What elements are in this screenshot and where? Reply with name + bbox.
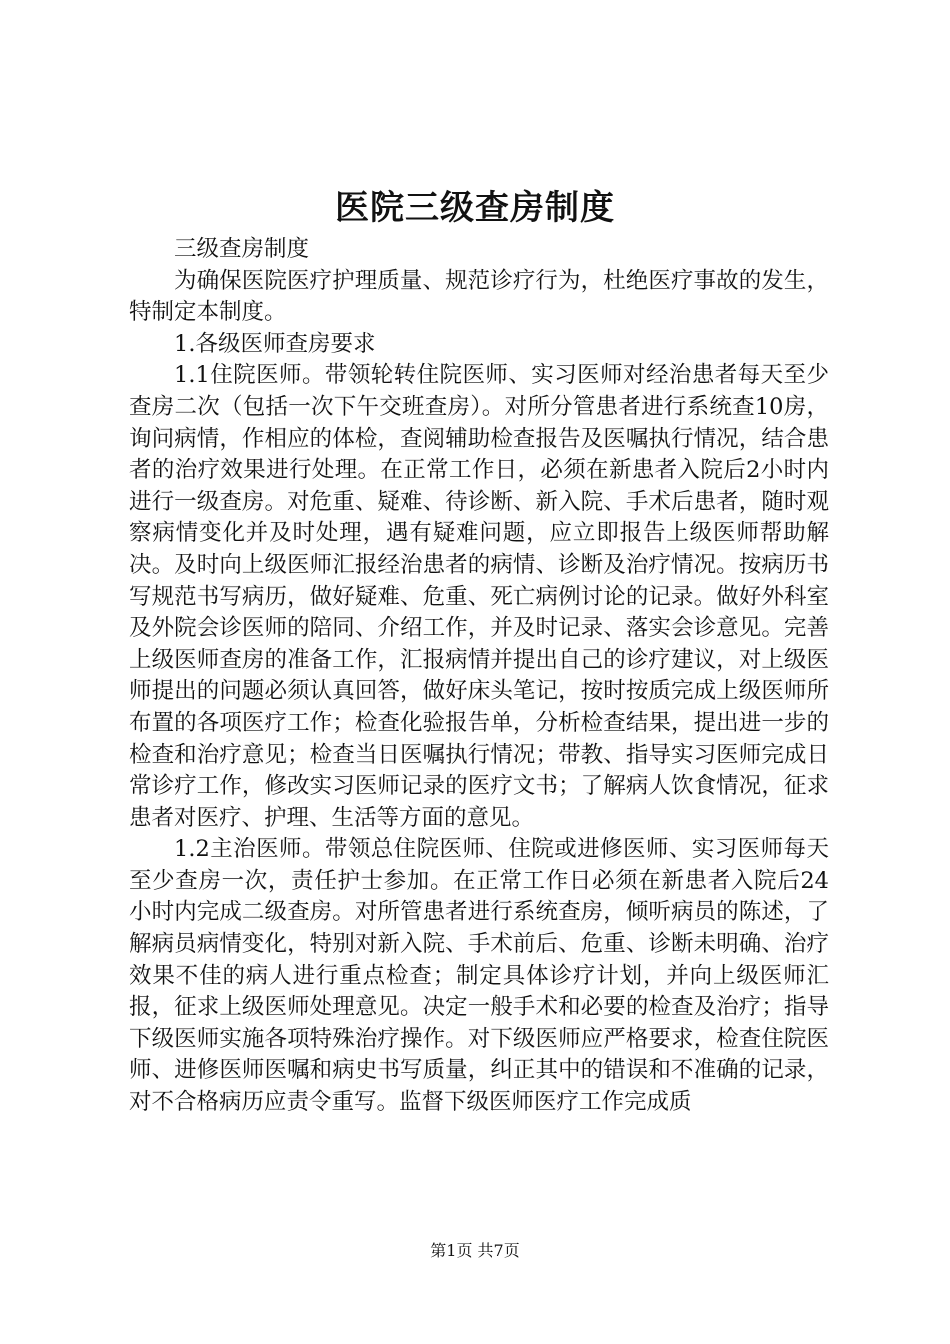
section-heading: 三级查房制度 [174,236,310,262]
document-body [129,234,829,1119]
paragraph-resident-physician: 1.1住院医师。带领轮转住院医师、实习医师对经治患者每天至少查房二次（包括一次下午交班查房）。对所分管患者进行系统查10房，询问病情，作相应的体检，查阅辅助检查报告及医嘱执行情况，结合患者的治疗效果进行处理。在正常工作日，必须在新患者入院后2小时内进行一级查房。对危重、疑难、待诊断、新入院、手术后患者，随时观察病情变化并及时处理，遇有疑难问题，应立即报告上级医师帮助解决。及时向上级医师汇报经治患者的病情、诊断及治疗情况。按病历书写规范书写病历，做好疑难、危重、死亡病例讨论的记录。做好外科室及外院会诊医师的陪同、介绍工作，并及时记录、落实会诊意见。完善上级医师查房的准备工作，汇报病情并提出自己的诊疗建议，对上级医师提出的问题必须认真回答，做好床头笔记，按时按质完成上级医师所布置的各项医疗工作；检查化验报告单，分析检查结果，提出进一步的检查和治疗意见；检查当日医嘱执行情况；带教、指导实习医师完成日常诊疗工作，修改实习医师记录的医疗文书；了解病人饮食情况，征求患者对医疗、护理、生活等方面的意见。 [129,362,829,831]
page-footer: 第1页 共7页 [430,1241,520,1260]
subsection-heading: 1.各级医师查房要求 [174,330,376,357]
document-title: 医院三级查房制度 [335,188,615,228]
paragraph-attending-physician: 1.2主治医师。带领总住院医师、住院或进修医师、实习医师每天至少查房一次，责任护士参加。在正常工作日必须在新患者入院后24小时内完成二级查房。对所管患者进行系统查房，倾听病员的陈述，了解病员病情变化，特别对新入院、手术前后、危重、诊断未明确、治疗效果不佳的病人进行重点检查；制定具体诊疗计划，并向上级医师汇报，征求上级医师处理意见。决定一般手术和必要的检查及治疗；指导下级医师实施各项特殊治疗操作。对下级医师应严格要求，检查住院医师、进修医师医嘱和病史书写质量，纠正其中的错误和不准确的记录，对不合格病历应责令重写。监督下级医师医疗工作完成质 [129,836,829,1116]
intro-paragraph: 为确保医院医疗护理质量、规范诊疗行为，杜绝医疗事故的发生，特制定本制度。 [129,267,829,326]
